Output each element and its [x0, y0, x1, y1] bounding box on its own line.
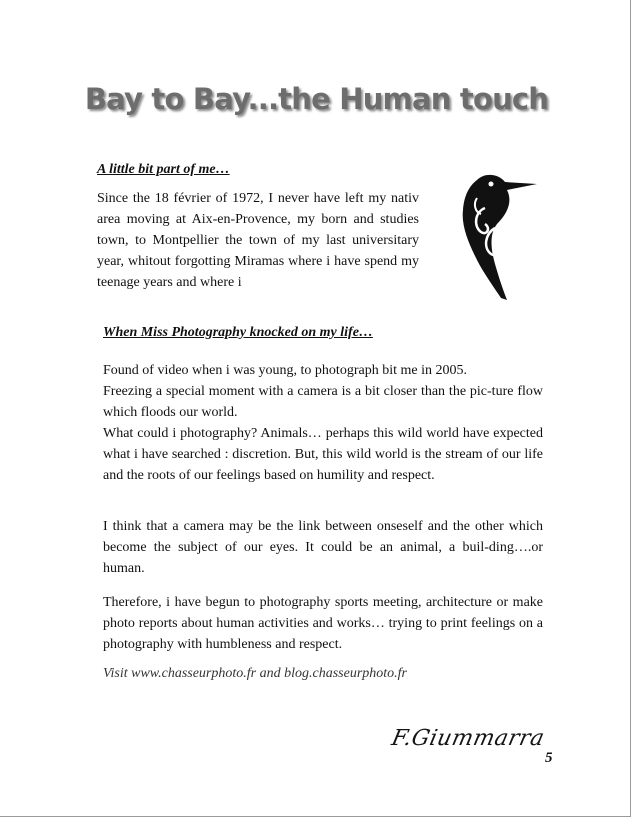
section-heading-photography: When Miss Photography knocked on my life…	[103, 325, 373, 340]
about-paragraph: Since the 18 février of 1972, I never have left my nativ area moving at Aix-en-Provence, my born and studies town, to Montpellier the town of my last universitary year, whitout forgotting Miramas where i have spend my teenage years and where i	[97, 191, 419, 290]
author-signature: F.Giummarra	[389, 726, 547, 751]
photography-paragraph-3: Therefore, i have begun to photography sports meeting, architecture or make photo reports about human activities and works… trying to print feelings on a photography with humbleness and respect.	[103, 595, 543, 652]
kingfisher-logo-icon	[455, 168, 540, 308]
page-number: 5	[545, 750, 553, 766]
paragraph-line: Found of video when i was young, to photograph bit me in 2005.	[103, 363, 467, 378]
paragraph-line: What could i photography? Animals… perhaps this wild world have expected what i have searched : discretion. But, this wild world is the stream of our life and the roots of our feelings based on humility and respect.	[103, 426, 543, 483]
photography-paragraph-2: I think that a camera may be the link between onseself and the other which become the subject of our eyes. It could be an animal, a buil-ding….or human.	[103, 519, 543, 576]
website-link-text: Visit www.chasseurphoto.fr and blog.chasseurphoto.fr	[103, 666, 407, 681]
photography-paragraph-1	[103, 360, 543, 486]
paragraph-line: Freezing a special moment with a camera is a bit closer than the pic-ture flow which floods our world.	[103, 384, 543, 420]
section-heading-about: A little bit part of me…	[97, 162, 230, 177]
page-title: Bay to Bay...the Human touch	[84, 82, 549, 116]
